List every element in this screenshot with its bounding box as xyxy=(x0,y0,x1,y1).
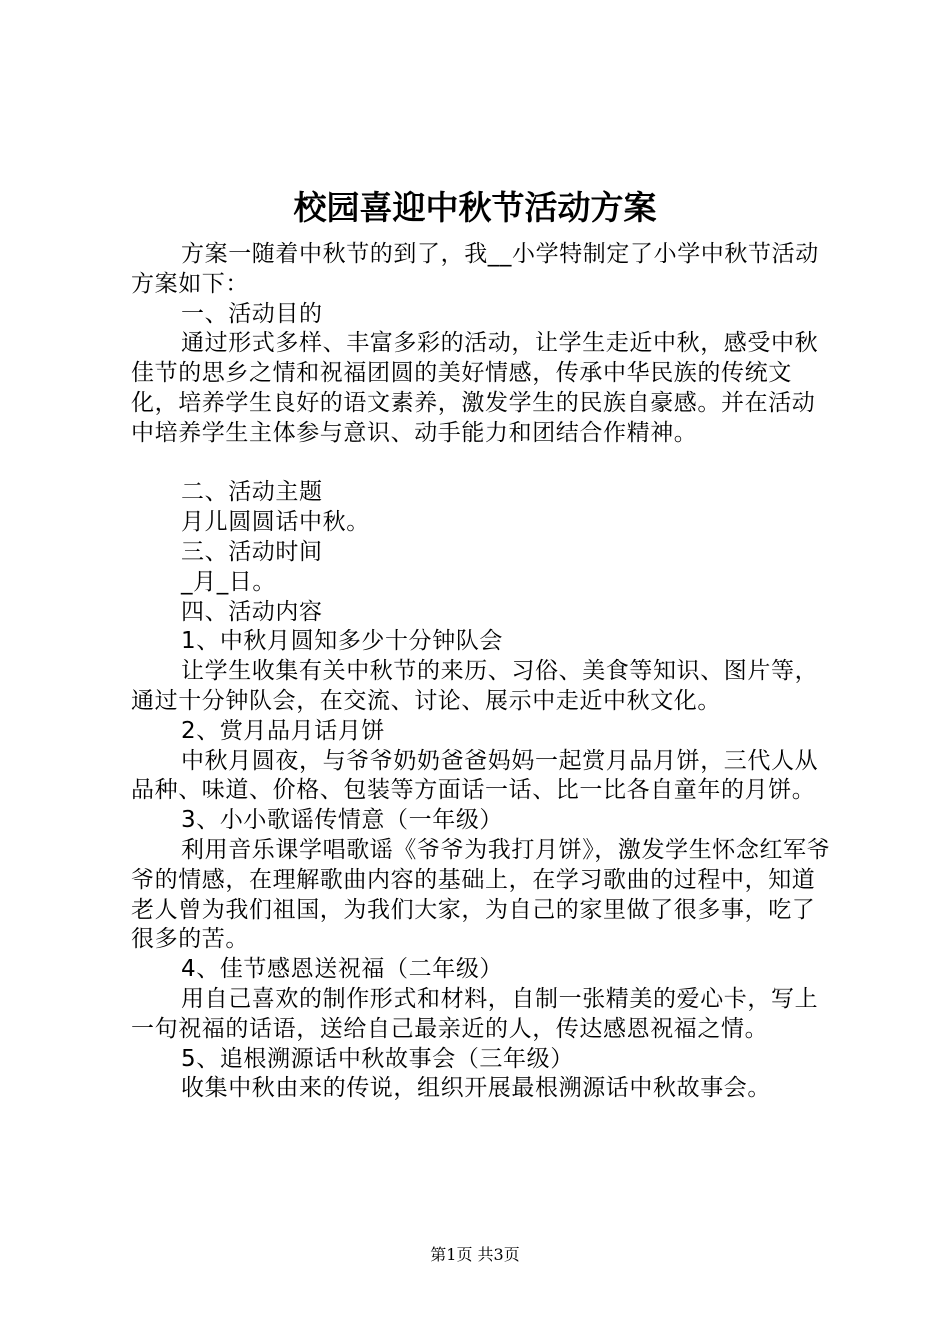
activity-paragraph-1: 让学生收集有关中秋节的来历、习俗、美食等知识、图片等，通过十分钟队会，在交流、讨论、展示中走近中秋文化。 xyxy=(131,658,819,714)
activity-heading-1: 1、中秋月圆知多少十分钟队会 xyxy=(181,628,504,655)
section-heading-purpose: 一、活动目的 xyxy=(181,300,323,327)
time-paragraph: _月_日。 xyxy=(181,568,276,595)
document-body xyxy=(131,240,836,1104)
activity-heading-3: 3、小小歌谣传情意（一年级） xyxy=(181,807,504,834)
intro-paragraph: 方案一随着中秋节的到了，我__小学特制定了小学中秋节活动方案如下： xyxy=(131,241,819,297)
section-heading-content: 四、活动内容 xyxy=(181,598,323,625)
activity-heading-4: 4、佳节感恩送祝福（二年级） xyxy=(181,956,504,983)
activity-paragraph-4: 用自己喜欢的制作形式和材料，自制一张精美的爱心卡，写上一句祝福的话语，送给自己最亲近的人，传达感恩祝福之情。 xyxy=(131,985,819,1042)
activity-heading-2: 2、赏月品月话月饼 xyxy=(181,717,386,744)
theme-paragraph: 月儿圆圆话中秋。 xyxy=(181,509,370,536)
blank-line xyxy=(131,449,836,479)
activity-paragraph-2: 中秋月圆夜，与爷爷奶奶爸爸妈妈一起赏月品月饼，三代人从品种、味道、价格、包装等方面话一话、比一比各自童年的月饼。 xyxy=(131,747,819,804)
section-heading-theme: 二、活动主题 xyxy=(181,479,323,506)
document-title: 校园喜迎中秋节活动方案 xyxy=(293,188,657,227)
activity-heading-5: 5、追根溯源话中秋故事会（三年级） xyxy=(181,1045,574,1072)
activity-paragraph-3: 利用音乐课学唱歌谣《爷爷为我打月饼》，激发学生怀念红军爷爷的情感，在理解歌曲内容的基础上，在学习歌曲的过程中，知道老人曾为我们祖国，为我们大家，为自己的家里做了很多事，吃了很多的苦。 xyxy=(131,836,831,953)
page-footer: 第1页 共3页 xyxy=(430,1245,520,1264)
section-heading-time: 三、活动时间 xyxy=(181,538,323,565)
purpose-paragraph: 通过形式多样、丰富多彩的活动，让学生走近中秋，感受中秋佳节的思乡之情和祝福团圆的美好情感，传承中华民族的传统文化，培养学生良好的语文素养，激发学生的民族自豪感。并在活动中培养学生主体参与意识、动手能力和团结合作精神。 xyxy=(131,330,819,446)
activity-paragraph-5: 收集中秋由来的传说，组织开展最根溯源话中秋故事会。 xyxy=(181,1075,771,1102)
